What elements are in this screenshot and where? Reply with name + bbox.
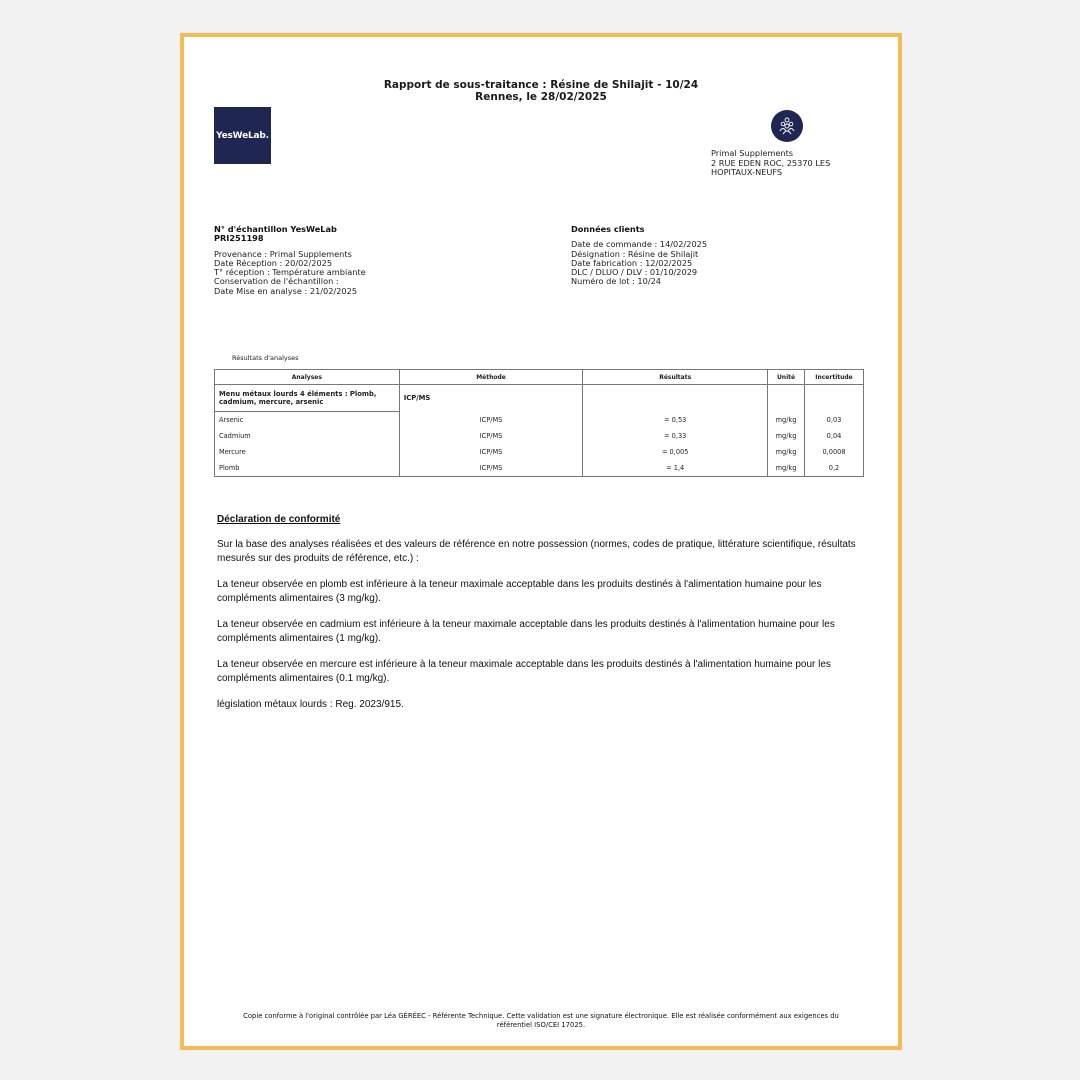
row-analysis: Cadmium xyxy=(215,428,400,444)
report-title xyxy=(184,79,898,103)
conformity-declaration xyxy=(217,513,867,724)
group-people-icon xyxy=(771,110,803,142)
expiry-date: DLC / DLUO / DLV : 01/10/2029 xyxy=(571,267,698,278)
row-unit: mg/kg xyxy=(768,428,805,444)
report-title-line2: Rennes, le 28/02/2025 xyxy=(475,91,607,103)
header-method: Méthode xyxy=(399,370,583,385)
sample-reception-temp: T° réception : Température ambiante xyxy=(214,267,366,278)
row-analysis: Plomb xyxy=(215,460,400,477)
row-method: ICP/MS xyxy=(399,428,583,444)
client-address-line1: 2 RUE EDEN ROC, 25370 LES xyxy=(711,157,831,168)
client-address-line2: HOPITAUX-NEUFS xyxy=(711,167,783,177)
report-title-line1: Rapport de sous-traitance : Résine de Shilajit - 10/24 xyxy=(383,79,699,91)
declaration-cadmium: La teneur observée en cadmium est inférieure à la teneur maximale acceptable dans les produits destinés à l'alimentation humaine pour les compléments alimentaires (1 mg/kg). xyxy=(217,619,835,644)
header-analyses: Analyses xyxy=(215,370,400,385)
table-row-menu xyxy=(215,385,864,412)
row-analysis: Mercure xyxy=(215,444,400,460)
sample-reception-date: Date Réception : 20/02/2025 xyxy=(214,257,333,268)
row-uncertainty: 0,2 xyxy=(805,460,864,477)
row-uncertainty: 0,04 xyxy=(805,428,864,444)
row-result: = 1,4 xyxy=(583,460,768,477)
client-data xyxy=(571,225,871,287)
row-method: ICP/MS xyxy=(399,444,583,460)
row-unit: mg/kg xyxy=(768,412,805,429)
header-uncertainty: Incertitude xyxy=(805,370,864,385)
sample-heading: N° d'échantillon YesWeLab xyxy=(214,224,337,234)
declaration-intro: Sur la base des analyses réalisées et des valeurs de référence en notre possession (normes, codes de pratique, littérature scientifique, résultats mesurés sur des produits de référence, etc.) : xyxy=(217,539,856,564)
yeswelab-logo xyxy=(214,107,271,164)
menu-analysis: Menu métaux lourds 4 éléments : Plomb, cadmium, mercure, arsenic xyxy=(215,385,400,412)
client-data-heading: Données clients xyxy=(571,224,645,234)
report-page xyxy=(180,33,902,1050)
table-row xyxy=(215,428,864,444)
row-uncertainty: 0,03 xyxy=(805,412,864,429)
row-analysis: Arsenic xyxy=(215,412,400,429)
row-method: ICP/MS xyxy=(399,412,583,429)
order-date: Date de commande : 14/02/2025 xyxy=(571,239,708,250)
logo-text: YesWeLab. xyxy=(216,130,269,141)
designation: Désignation : Résine de Shilajit xyxy=(571,248,699,259)
table-row xyxy=(215,460,864,477)
declaration-lead: La teneur observée en plomb est inférieure à la teneur maximale acceptable dans les produits destinés à l'alimentation humaine pour les compléments alimentaires (3 mg/kg). xyxy=(217,579,822,604)
sample-provenance: Provenance : Primal Supplements xyxy=(214,248,352,259)
lot-number: Numéro de lot : 10/24 xyxy=(571,276,662,287)
declaration-legislation: législation métaux lourds : Reg. 2023/915. xyxy=(217,699,404,710)
client-name: Primal Supplements xyxy=(711,148,794,158)
row-unit: mg/kg xyxy=(768,444,805,460)
row-result: = 0,33 xyxy=(583,428,768,444)
row-method: ICP/MS xyxy=(399,460,583,477)
footer-signature-note: Copie conforme à l'original contrôlée par Léa GÉRÉEC - Référente Technique. Cette validation est une signature électronique. Elle est réalisée conformément aux exigences du référentiel ISO/CEI 17025. xyxy=(243,1012,839,1029)
menu-method: ICP/MS xyxy=(399,385,583,412)
header-results: Résultats xyxy=(583,370,768,385)
results-table xyxy=(214,369,864,477)
row-result: = 0,53 xyxy=(583,412,768,429)
results-header-row xyxy=(215,370,864,385)
client-address xyxy=(711,149,861,178)
sample-info xyxy=(214,225,514,296)
declaration-heading: Déclaration de conformité xyxy=(217,514,341,525)
row-result: = 0,005 xyxy=(583,444,768,460)
row-uncertainty: 0,0008 xyxy=(805,444,864,460)
row-unit: mg/kg xyxy=(768,460,805,477)
results-label: Résultats d'analyses xyxy=(232,354,299,362)
table-row xyxy=(215,412,864,429)
manufacture-date: Date fabrication : 12/02/2025 xyxy=(571,257,693,268)
header-unit: Unité xyxy=(768,370,805,385)
sample-id: PRI251198 xyxy=(214,233,264,244)
table-row xyxy=(215,444,864,460)
sample-conservation: Conservation de l'échantillon : xyxy=(214,276,339,287)
sample-analysis-date: Date Mise en analyse : 21/02/2025 xyxy=(214,285,358,296)
declaration-mercury: La teneur observée en mercure est inférieure à la teneur maximale acceptable dans les produits destinés à l'alimentation humaine pour les compléments alimentaires (0.1 mg/kg). xyxy=(217,659,831,684)
